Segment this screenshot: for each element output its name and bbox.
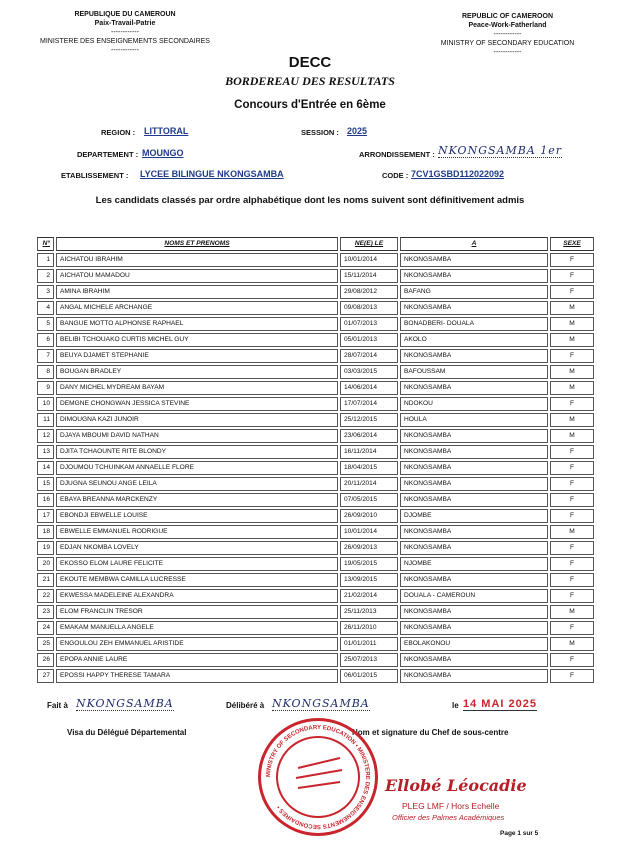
- candidate-name: BELIBI TCHOUAKO CURTIS MICHEL GUY: [56, 333, 338, 347]
- arrondissement-label: ARRONDISSEMENT :: [359, 150, 435, 159]
- row-number: 6: [37, 333, 54, 347]
- birth-date: 28/07/2014: [340, 349, 398, 363]
- sex-value: M: [550, 637, 594, 651]
- birth-place: EBOLAKONOU: [400, 637, 548, 651]
- row-number: 7: [37, 349, 54, 363]
- sex-value: M: [550, 365, 594, 379]
- table-row: [37, 333, 594, 347]
- header-sex: SEXE: [550, 237, 594, 251]
- svg-text:MINISTRY OF SECONDARY EDUCATIO: MINISTRY OF SECONDARY EDUCATION • MINISTERE DES ENSEIGNEMENTS SECONDAIRES •: [265, 724, 371, 830]
- departement-label: DEPARTEMENT :: [77, 150, 139, 159]
- candidate-name: EKOUTE MEMBWA CAMILLA LUCRESSE: [56, 573, 338, 587]
- sex-value: F: [550, 253, 594, 267]
- header-left: [30, 10, 220, 55]
- birth-place: NKONGSAMBA: [400, 445, 548, 459]
- table-row: [37, 365, 594, 379]
- sex-value: F: [550, 349, 594, 363]
- table-row: [37, 589, 594, 603]
- candidate-name: EMAKAM MANUELLA ANGELE: [56, 621, 338, 635]
- delibere-value: NKONGSAMBA: [272, 697, 370, 710]
- candidate-name: DJITA TCHAOUNTE RITE BLONDY: [56, 445, 338, 459]
- row-number: 13: [37, 445, 54, 459]
- candidate-name: ELOM FRANCLIN TRESOR: [56, 605, 338, 619]
- row-number: 10: [37, 397, 54, 411]
- candidate-name: DJUGNA SEUNOU ANGE LEILA: [56, 477, 338, 491]
- table-row: [37, 413, 594, 427]
- candidate-name: EPOSSI HAPPY THERESE TAMARA: [56, 669, 338, 683]
- table-body: [37, 253, 594, 683]
- page-title: DECC: [288, 54, 332, 71]
- row-number: 27: [37, 669, 54, 683]
- birth-place: NKONGSAMBA: [400, 381, 548, 395]
- candidate-name: DIMOUGNA KAZI JUNOIR: [56, 413, 338, 427]
- candidate-name: AICHATOU MAMADOU: [56, 269, 338, 283]
- birth-place: NKONGSAMBA: [400, 269, 548, 283]
- motto-en: Peace-Work-Fatherland: [468, 22, 547, 29]
- table-row: [37, 541, 594, 555]
- fait-value: NKONGSAMBA: [76, 697, 174, 710]
- date-label: le: [452, 701, 459, 710]
- table-row: [37, 301, 594, 315]
- sex-value: F: [550, 557, 594, 571]
- birth-date: 23/06/2014: [340, 429, 398, 443]
- row-number: 24: [37, 621, 54, 635]
- row-number: 8: [37, 365, 54, 379]
- fait-label: Fait à: [47, 701, 68, 710]
- delibere-label: Délibéré à: [226, 701, 265, 710]
- sex-value: M: [550, 301, 594, 315]
- sex-value: F: [550, 269, 594, 283]
- table-row: [37, 285, 594, 299]
- table-row: [37, 349, 594, 363]
- header-date: NE(E) LE: [340, 237, 398, 251]
- sex-value: F: [550, 541, 594, 555]
- row-number: 5: [37, 317, 54, 331]
- signer-title-1: PLEG LMF / Hors Echelle: [402, 801, 500, 811]
- birth-date: 01/01/2011: [340, 637, 398, 651]
- table-row: [37, 429, 594, 443]
- table-row: [37, 621, 594, 635]
- sex-value: F: [550, 493, 594, 507]
- birth-place: NKONGSAMBA: [400, 429, 548, 443]
- birth-date: 19/05/2015: [340, 557, 398, 571]
- date-stamp: 14 MAI 2025: [463, 698, 537, 710]
- birth-place: NKONGSAMBA: [400, 653, 548, 667]
- birth-date: 09/08/2013: [340, 301, 398, 315]
- table-row: [37, 397, 594, 411]
- table-row: [37, 317, 594, 331]
- departement-value: MOUNGO: [142, 148, 184, 158]
- sex-value: F: [550, 621, 594, 635]
- sex-value: M: [550, 413, 594, 427]
- table-row: [37, 445, 594, 459]
- session-label: SESSION :: [301, 128, 339, 137]
- table-row: [37, 605, 594, 619]
- row-number: 17: [37, 509, 54, 523]
- candidate-name: DJOUMOU TCHUINKAM ANNAELLE FLORE: [56, 461, 338, 475]
- row-number: 14: [37, 461, 54, 475]
- separator: ------------: [111, 47, 139, 54]
- sex-value: F: [550, 461, 594, 475]
- birth-place: NKONGSAMBA: [400, 525, 548, 539]
- birth-place: DOUALA - CAMEROUN: [400, 589, 548, 603]
- row-number: 1: [37, 253, 54, 267]
- birth-place: NKONGSAMBA: [400, 621, 548, 635]
- sex-value: F: [550, 285, 594, 299]
- candidate-name: BEUYA DJAMET STEPHANIE: [56, 349, 338, 363]
- candidate-name: DJAYA MBOUMI DAVID NATHAN: [56, 429, 338, 443]
- candidate-name: EKOSSO ELOM LAURE FELICITE: [56, 557, 338, 571]
- birth-date: 14/06/2014: [340, 381, 398, 395]
- row-number: 26: [37, 653, 54, 667]
- row-number: 23: [37, 605, 54, 619]
- sex-value: F: [550, 669, 594, 683]
- header-no: N°: [37, 237, 54, 251]
- row-number: 3: [37, 285, 54, 299]
- etablissement-label: ETABLISSEMENT :: [61, 171, 129, 180]
- row-number: 2: [37, 269, 54, 283]
- birth-date: 06/01/2015: [340, 669, 398, 683]
- birth-date: 26/09/2010: [340, 509, 398, 523]
- birth-place: NKONGSAMBA: [400, 541, 548, 555]
- etablissement-value: LYCEE BILINGUE NKONGSAMBA: [140, 169, 284, 179]
- sex-value: F: [550, 573, 594, 587]
- visa-label: Visa du Délégué Départemental: [67, 728, 187, 737]
- row-number: 18: [37, 525, 54, 539]
- row-number: 19: [37, 541, 54, 555]
- sex-value: F: [550, 589, 594, 603]
- birth-date: 21/02/2014: [340, 589, 398, 603]
- birth-place: BAFOUSSAM: [400, 365, 548, 379]
- birth-date: 26/11/2010: [340, 621, 398, 635]
- birth-date: 17/07/2014: [340, 397, 398, 411]
- birth-place: BONADBERI- DOUALA: [400, 317, 548, 331]
- birth-place: NKONGSAMBA: [400, 301, 548, 315]
- session-value: 2025: [347, 126, 368, 136]
- sex-value: F: [550, 397, 594, 411]
- birth-date: 13/09/2015: [340, 573, 398, 587]
- candidate-name: EBAYA BREANNA MARCKENZY: [56, 493, 338, 507]
- signer-title-2: Officier des Palmes Académiques: [392, 813, 505, 822]
- motto-fr: Paix-Travail-Patrie: [94, 20, 156, 27]
- candidate-name: AICHATOU IBRAHIM: [56, 253, 338, 267]
- birth-date: 05/01/2013: [340, 333, 398, 347]
- birth-date: 18/04/2015: [340, 461, 398, 475]
- candidate-name: EKWESSA MADELEINE ALEXANDRA: [56, 589, 338, 603]
- birth-place: NKONGSAMBA: [400, 669, 548, 683]
- birth-place: DJOMBE: [400, 509, 548, 523]
- sex-value: M: [550, 333, 594, 347]
- birth-place: NKONGSAMBA: [400, 349, 548, 363]
- table-row: [37, 509, 594, 523]
- row-number: 11: [37, 413, 54, 427]
- republic-fr: REPUBLIQUE DU CAMEROUN: [74, 11, 176, 18]
- row-number: 4: [37, 301, 54, 315]
- candidate-name: ENGOULOU ZEH EMMANUEL ARISTIDE: [56, 637, 338, 651]
- candidate-name: EBWELLE EMMANUEL RODRIGUE: [56, 525, 338, 539]
- row-number: 22: [37, 589, 54, 603]
- birth-date: 16/11/2014: [340, 445, 398, 459]
- table-row: [37, 637, 594, 651]
- table-row: [37, 477, 594, 491]
- sex-value: M: [550, 525, 594, 539]
- region-value: LITTORAL: [144, 126, 189, 136]
- candidate-name: BANGUE MOTTO ALPHONSE RAPHAEL: [56, 317, 338, 331]
- table-row: [37, 493, 594, 507]
- birth-place: NJOMBE: [400, 557, 548, 571]
- birth-date: 10/01/2014: [340, 253, 398, 267]
- separator: ------------: [493, 31, 522, 38]
- sex-value: M: [550, 429, 594, 443]
- birth-place: NKONGSAMBA: [400, 573, 548, 587]
- separator: ------------: [111, 29, 139, 36]
- birth-place: NKONGSAMBA: [400, 253, 548, 267]
- table-row: [37, 525, 594, 539]
- candidate-name: BOUGAN BRADLEY: [56, 365, 338, 379]
- birth-date: 25/12/2015: [340, 413, 398, 427]
- table-row: [37, 669, 594, 683]
- birth-date: 01/07/2013: [340, 317, 398, 331]
- separator: ------------: [493, 49, 522, 56]
- candidate-name: DANY MICHEL MYDREAM BAYAM: [56, 381, 338, 395]
- birth-date: 25/07/2013: [340, 653, 398, 667]
- birth-date: 29/08/2012: [340, 285, 398, 299]
- ministry-en: MINISTRY OF SECONDARY EDUCATION: [440, 40, 575, 47]
- arrondissement-value: NKONGSAMBA 1er: [438, 144, 563, 157]
- birth-date: 20/11/2014: [340, 477, 398, 491]
- page-subtitle: BORDEREAU DES RESULTATS: [225, 74, 395, 88]
- birth-date: 25/11/2013: [340, 605, 398, 619]
- birth-date: 26/09/2013: [340, 541, 398, 555]
- row-number: 9: [37, 381, 54, 395]
- row-number: 15: [37, 477, 54, 491]
- table-row: [37, 253, 594, 267]
- candidate-name: DEMGNE CHONGWAN JESSICA STEVINE: [56, 397, 338, 411]
- birth-date: 03/03/2015: [340, 365, 398, 379]
- header-place: A: [400, 237, 548, 251]
- table-row: [37, 269, 594, 283]
- birth-place: NKONGSAMBA: [400, 605, 548, 619]
- birth-place: NKONGSAMBA: [400, 477, 548, 491]
- birth-date: 07/05/2015: [340, 493, 398, 507]
- sex-value: F: [550, 509, 594, 523]
- table-row: [37, 381, 594, 395]
- table-row: [37, 573, 594, 587]
- birth-place: NDOKOU: [400, 397, 548, 411]
- birth-place: BAFANG: [400, 285, 548, 299]
- table-row: [37, 653, 594, 667]
- signer-name: Ellobé Léocadie: [385, 776, 527, 795]
- sex-value: F: [550, 653, 594, 667]
- code-value: 7CV1GSBD112022092: [411, 169, 505, 179]
- announcement: Les candidats classés par ordre alphabétique dont les noms suivent sont définitivement admis: [95, 195, 525, 206]
- republic-en: REPUBLIC OF CAMEROON: [462, 13, 553, 20]
- code-label: CODE :: [382, 171, 409, 180]
- sex-value: F: [550, 477, 594, 491]
- candidate-name: ANGAL MICHELE ARCHANGE: [56, 301, 338, 315]
- candidate-name: EBONDJI EBWELLE LOUISE: [56, 509, 338, 523]
- candidate-name: AMINA IBRAHIM: [56, 285, 338, 299]
- sex-value: M: [550, 605, 594, 619]
- seal-text-icon: [258, 718, 378, 836]
- birth-place: AKOLO: [400, 333, 548, 347]
- signature-label: Nom et signature du Chef de sous-centre: [352, 728, 509, 737]
- sex-value: F: [550, 445, 594, 459]
- candidate-name: EDJAN NKOMBA LOVELY: [56, 541, 338, 555]
- results-table: [37, 235, 594, 685]
- region-label: REGION :: [101, 128, 136, 137]
- header-right: [420, 12, 595, 57]
- birth-date: 15/11/2014: [340, 269, 398, 283]
- table-row: [37, 461, 594, 475]
- sex-value: M: [550, 381, 594, 395]
- row-number: 20: [37, 557, 54, 571]
- birth-place: NKONGSAMBA: [400, 461, 548, 475]
- table-header-row: [37, 237, 594, 251]
- exam-name: Concours d'Entrée en 6ème: [234, 99, 386, 111]
- row-number: 25: [37, 637, 54, 651]
- row-number: 21: [37, 573, 54, 587]
- sex-value: M: [550, 317, 594, 331]
- ministry-fr: MINISTERE DES ENSEIGNEMENTS SECONDAIRES: [40, 38, 210, 45]
- table-row: [37, 557, 594, 571]
- page-number: Page 1 sur 5: [500, 830, 539, 837]
- birth-date: 10/01/2014: [340, 525, 398, 539]
- candidate-name: EPOPA ANNIE LAURE: [56, 653, 338, 667]
- birth-place: HOULA: [400, 413, 548, 427]
- birth-place: NKONGSAMBA: [400, 493, 548, 507]
- row-number: 12: [37, 429, 54, 443]
- row-number: 16: [37, 493, 54, 507]
- header-name: NOMS ET PRENOMS: [56, 237, 338, 251]
